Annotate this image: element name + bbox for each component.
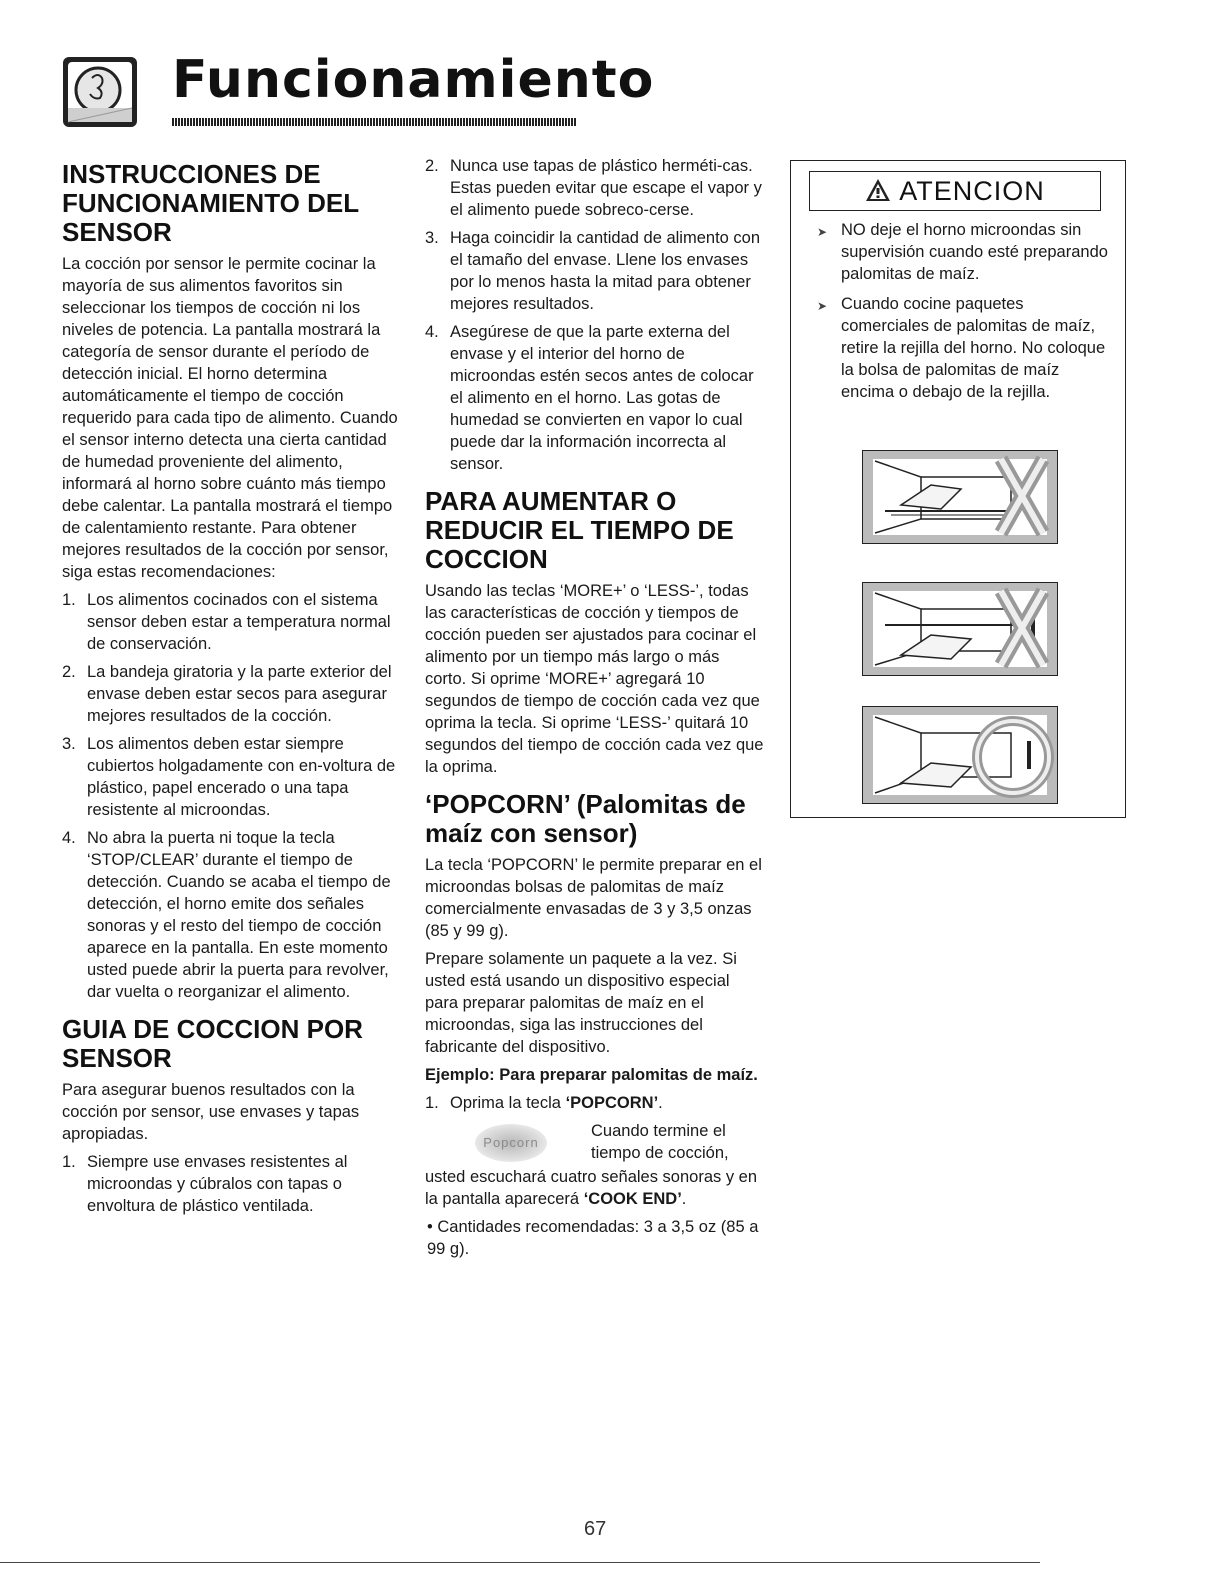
- list-item: 1. Siempre use envases resistentes al microondas y cúbralos con tapas o envoltura de plástico ventilada.: [62, 1153, 348, 1215]
- microwave-hand-icon: [62, 56, 138, 128]
- page-header: [62, 48, 655, 132]
- list-item: 4. Asegúrese de que la parte externa del envase y el interior del horno de microondas estén secos antes de colocar el alimento en el horno. Las gotas de humedad se convierten en vapor lo cual puede dar la información incorrecta al sensor.: [425, 323, 754, 473]
- attention-title-box: [809, 171, 1101, 211]
- sensor-guide-list: [62, 1151, 400, 1217]
- popcorn-after-key-text: Cuando termine el tiempo de cocción,: [591, 1122, 729, 1162]
- list-item: ➤ Cuando cocine paquetes comerciales de palomitas de maíz, retire la rejilla del horno. No coloque la bolsa de palomitas de maíz encima o debajo de la rejilla.: [817, 295, 1106, 401]
- list-item: ➤ NO deje el horno microondas sin supervisión cuando esté preparando palomitas de maíz.: [817, 221, 1108, 283]
- attention-title: ATENCION: [899, 176, 1045, 206]
- popcorn-step: 1. Oprima la tecla ‘POPCORN’.: [425, 1094, 663, 1112]
- arrow-bullet-icon: ➤: [817, 299, 828, 313]
- list-item: 1. Los alimentos cocinados con el sistema sensor deben estar a temperatura normal de conservación.: [62, 591, 391, 653]
- popcorn-example-label: Ejemplo: Para preparar palomitas de maíz.: [425, 1066, 758, 1084]
- sensor-guide-paragraph: Para asegurar buenos resultados con la cocción por sensor, use envases y tapas apropiadas.: [62, 1081, 360, 1143]
- sensor-recommendations-list: [62, 589, 400, 1003]
- section-heading-sensor-instructions: INSTRUCCIONES DE FUNCIONAMIENTO DEL SENSOR: [62, 159, 359, 247]
- oven-bag-under-rack-illustration: [861, 581, 1059, 677]
- oven-bag-correct-illustration: [861, 705, 1059, 805]
- section-heading-adjust-time: PARA AUMENTAR O REDUCIR EL TIEMPO DE COCCION: [425, 486, 734, 574]
- popcorn-paragraph-2: Prepare solamente un paquete a la vez. Si usted está usando un dispositivo especial para preparar palomitas de maíz en el microondas, siga las instrucciones del fabricante del dispositivo.: [425, 950, 737, 1056]
- popcorn-paragraph-1: La tecla ‘POPCORN’ le permite preparar en el microondas bolsas de palomitas de maíz comercialmente envasadas de 3 y 3,5 onzas (85 y 99 g).: [425, 856, 762, 940]
- attention-box: [790, 160, 1126, 818]
- section-heading-popcorn: ‘POPCORN’ (Palomitas de maíz con sensor): [425, 789, 746, 848]
- sensor-intro-paragraph: La cocción por sensor le permite cocinar la mayoría de sus alimentos favoritos sin seleccionar los tiempos de cocción ni los niveles de potencia. La pantalla mostrará la categoría de sensor durante el período de detección inicial. El horno determina automáticamente el tiempo de cocción requerido para cada tipo de alimento. Cuando el sensor interno detecta una cierta cantidad de humedad proveniente del alimento, informará al horno sobre cuánto más tiempo debe calentar. La pantalla mostrará el tiempo de calentamiento restante. Para obtener mejores resultados de la cocción por sensor, siga estas recomendaciones:: [62, 255, 398, 581]
- list-item: 4. No abra la puerta ni toque la tecla ‘STOP/CLEAR’ durante el tiempo de detección. Cuando se acaba el tiempo de detección, el horno emite dos señales sonoras y el resto del tiempo de cocción aparece en la pantalla. En este momento usted puede abrir la puerta para revolver, dar vuelta o reorganizar el alimento.: [62, 829, 391, 1001]
- column-left: [62, 160, 400, 1223]
- sensor-guide-list-continued: [425, 155, 765, 475]
- list-item: 2. Nunca use tapas de plástico herméti-cas. Estas pueden evitar que escape el vapor y el alimento puede sobreco-cerse.: [425, 157, 762, 219]
- attention-bullets: [815, 219, 1115, 411]
- popcorn-key-row: [425, 1120, 765, 1166]
- header-rule: [172, 118, 577, 126]
- adjust-time-paragraph: Usando las teclas ‘MORE+’ o ‘LESS-’, todas las características de cocción y tiempos de cocción pueden ser ajustados para cocinar el alimento por un tiempo más largo o más corto. Si oprime ‘MORE+’ agregará 10 segundos de tiempo de cocción cada vez que oprima la tecla. Si oprime ‘LESS-’ quitará 10 segundos del tiempo de cocción cada vez que la oprima.: [425, 582, 764, 776]
- list-item: 3. Los alimentos deben estar siempre cubiertos holgadamente con en-voltura de plástico, papel encerado o una tapa resistente al microondas.: [62, 735, 396, 819]
- arrow-bullet-icon: ➤: [817, 225, 828, 239]
- list-item: 3. Haga coincidir la cantidad de alimento con el tamaño del envase. Llene los envases por lo menos hasta la mitad para obtener mejores resultados.: [425, 229, 761, 313]
- popcorn-after-key-paragraph: usted escuchará cuatro señales sonoras y en la pantalla aparecerá ‘COOK END’.: [425, 1168, 758, 1208]
- warning-icon: [865, 178, 891, 202]
- page-title: Funcionamiento: [172, 50, 655, 110]
- footer-rule: [0, 1562, 1040, 1563]
- popcorn-quantities: • Cantidades recomendadas: 3 a 3,5 oz (85 a 99 g).: [427, 1218, 759, 1258]
- section-heading-sensor-guide: GUIA DE COCCION POR SENSOR: [62, 1014, 363, 1073]
- popcorn-key-icon: Popcorn: [475, 1124, 547, 1162]
- list-item: 2. La bandeja giratoria y la parte exterior del envase deben estar secos para asegurar mejores resultados de la cocción.: [62, 663, 392, 725]
- column-middle: [425, 155, 765, 1266]
- oven-bag-on-rack-illustration: [861, 449, 1059, 545]
- page-number: 67: [584, 1518, 607, 1540]
